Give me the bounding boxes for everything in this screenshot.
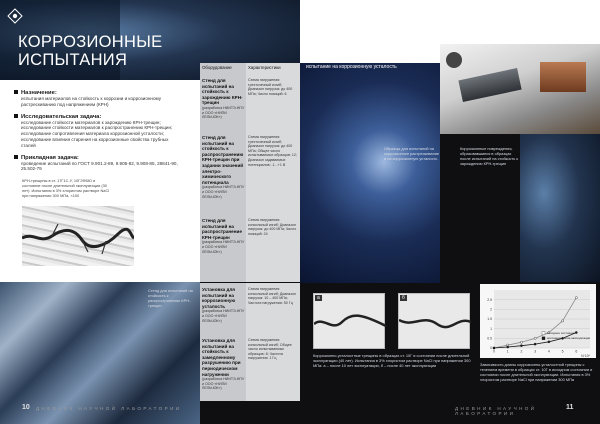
chart-ytick-label: 1 <box>490 326 492 331</box>
bullet-icon <box>14 114 18 118</box>
chart-point <box>548 341 550 343</box>
chart-legend-swatch <box>542 332 545 335</box>
chart-ytick-label: 1.5 <box>487 317 492 322</box>
micro-caption: КРН-трещины в ст. 17Г1С-У, 10Г2ФБЮ и состояние после длительной эксплуатации (30 лет). Испытания в 3% хлористом растворе NaCl при напряжении 300 МПа, ×100 <box>22 178 110 198</box>
sample-disc <box>446 52 462 68</box>
page-title: КОРРОЗИОННЫЕ ИСПЫТАНИЯ <box>18 33 163 69</box>
footer-text-right: ДНЕВНИК НАУЧНОЙ ЛАБОРАТОРИИ <box>455 406 537 416</box>
chart-xtick-label: 5 <box>561 349 564 354</box>
main-photo-right <box>300 63 440 283</box>
table-row: Установка для испытаний на коррозионную усталость (разработка НИИТЭ-НПУ и ООО «НИПИ ЛЕЛЬЧОК») Схема нагружения: консольный изгиб; Диапазон нагрузок: 10 – 400 МПа; Частота нагружения: 50 Гц <box>202 287 296 323</box>
stand-caption: Стенд для испытаний на стойкость к распространению КРН-трещин <box>148 288 193 308</box>
chart-ytick-label: 2.5 <box>487 297 492 302</box>
corrosion-photo <box>520 134 600 282</box>
chart-point <box>507 346 509 348</box>
chart-ytick-label: 2 <box>490 307 492 312</box>
chart-xlabel: N·10⁶ <box>581 354 590 358</box>
chart-point <box>575 297 577 299</box>
section-research: Исследовательская задача: исследование стойкости материалов к зарождению КРН-трещин; исследование стойкости материалов к распространению КРН-трещин; исследование сопротивления материала коррозионной усталости; исследование влияния старения на коррозионные свойства трубных сталей <box>14 114 184 149</box>
samples-caption-2: Коррозионные повреждения, образовавшиеся в образцах после испытаний на стойкость к зарождению КРН-трещин <box>460 146 519 166</box>
chart-xtick-label: 6 <box>575 349 578 354</box>
chart-point <box>520 345 522 347</box>
fracto-sample-b <box>398 293 470 349</box>
chart-caption: Зависимость длины коррозионно-усталостной трещины с течением времени в образцах ст. 10Г в исходном состоянии и состоянии после длительной эксплуатации. Испытания в 3% хлористом растворе NaCl при напряжении 300 МПа <box>480 362 593 382</box>
page-number-left: 10 <box>22 404 30 411</box>
chart-ytick-label: 0.5 <box>487 336 492 341</box>
chart-point <box>534 343 536 345</box>
chart-legend-swatch <box>542 337 545 340</box>
chart-point <box>520 341 522 343</box>
table-row: Установка для испытаний на стойкость к замедленному разрушению при периодическом нагружении (разработка НИИТЭ-НПУ и ООО «НИПИ ЛЕЛЬЧОК») Схема нагружения: консольный изгиб; Общее число испытываемых образцов: 8; Частота нагружения: 1 Гц <box>202 338 292 391</box>
samples-caption: Образцы для испытаний на коррозионное растрескивание и на коррозионную усталость <box>384 146 440 161</box>
chart-svg <box>480 284 596 358</box>
chart-xtick-label: 1 <box>506 349 509 354</box>
bullet-icon <box>14 155 18 159</box>
chart-ytick-label: 0 <box>490 346 492 351</box>
chart-xtick-label: 4 <box>547 349 550 354</box>
column-head-equipment: Оборудование <box>202 65 232 70</box>
fracto-caption: Коррозионно-усталостные трещины в образцах ст. 10Г в состоянии после длительной эксплуатации (40 лет). Испытания в 3% хлористом растворе NaCl при напряжении 300 МПа: а – после 10 лет эксплуатации, б – после 40 лет эксплуатации <box>313 353 471 368</box>
micrograph-image <box>22 206 134 266</box>
chart-point <box>493 347 495 349</box>
page-number-right: 11 <box>566 404 574 411</box>
chart-legend-label: исходное состояние <box>547 331 576 335</box>
sample-brick <box>540 62 586 92</box>
bullet-icon <box>14 90 18 94</box>
fracto-sample-a <box>313 293 385 349</box>
sample-steel <box>458 68 521 102</box>
sections-block <box>14 90 184 172</box>
sample-label-a: a <box>317 295 320 301</box>
samples-photo <box>440 44 600 134</box>
chart-xtick-label: 0 <box>493 349 495 354</box>
company-logo-icon <box>7 8 23 24</box>
crack-growth-chart <box>480 284 596 358</box>
band-title: испытание на коррозионную усталость <box>306 64 397 70</box>
footer-text-left: ДНЕВНИК НАУЧНОЙ ЛАБОРАТОРИИ <box>36 406 182 411</box>
chart-point <box>561 320 563 322</box>
section-applied: Прикладная задача: проведение испытаний по ГОСТ 9.901.2-89, 9.905-82, 9.908-85, 28841-90, 25.502-79 <box>14 155 184 173</box>
chart-xtick-label: 2 <box>520 349 523 354</box>
chart-xtick-label: 3 <box>534 349 537 354</box>
chart-point <box>534 337 536 339</box>
chart-legend-label: состояние после эксплуатации <box>547 336 591 340</box>
table-row: Стенд для испытаний на стойкость к зарождению КРН-трещин (разработка НИИТЭ-НПУ и ООО «НИПИ ЛЕЛЬЧОК») Схема нагружения: трехточечный изгиб; Диапазон нагрузок: до 400 МПа; Число позиций: 6 <box>202 78 293 120</box>
chart-point <box>575 331 577 333</box>
section-purpose: Назначение: испытания материалов на стойкость к коррозии и коррозионному растрескиванию под напряжением (КРН) <box>14 90 184 108</box>
sample-label-b: б <box>402 295 405 301</box>
table-row: Стенд для испытаний на стойкость к распространению КРН-трещин при задании значений электро-химического потенциала (разработка НИИТЭ-НПУ и ООО «НИПИ ЛЕЛЬЧОК») Схема нагружения: трехточечный изгиб; Диапазон нагрузок: до 400 МПа; Общее число испытываемых образцов: 12; Диапазон задаваемых потенциалов: -1...+1 В <box>202 135 297 199</box>
column-head-characteristics: Характеристики <box>248 65 281 70</box>
table-row: Стенд для испытаний на распространение КРН-трещин (разработка НИИТЭ-НПУ и ООО «НИПИ ЛЕЛЬЧОК») Схема нагружения: консольный изгиб; Диапазон нагрузок: до 400 МПа; Число позиций: 24 <box>202 218 297 254</box>
